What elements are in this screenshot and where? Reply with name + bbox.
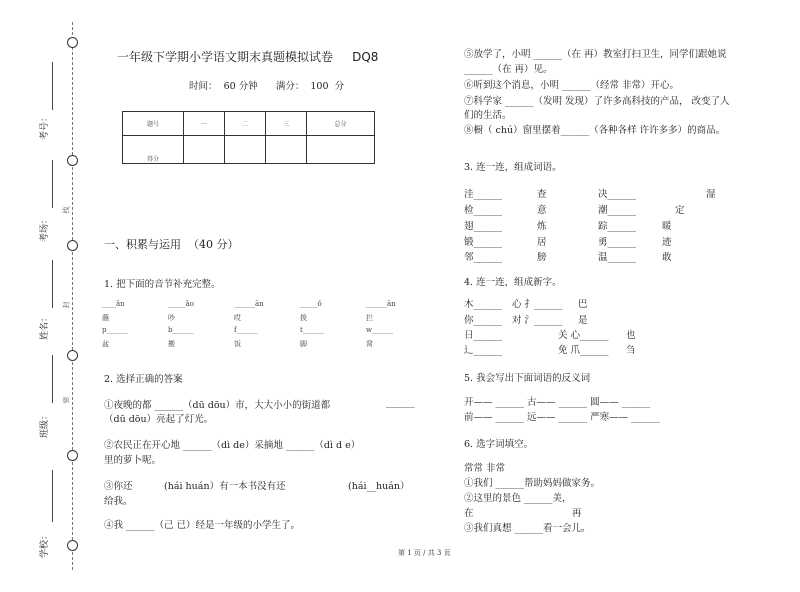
q2-line: ⑧橱（ chú）窗里摆着______（各种各样 许许多多）的商品。 [464, 125, 726, 136]
fill-line-name[interactable] [52, 260, 53, 308]
fill-line-school[interactable] [52, 470, 53, 522]
page-footer: 第 1 页 / 共 3 页 [398, 549, 451, 557]
antonym-line[interactable]: 前—— ______ 远—— ______ 严寒—— ______ [464, 412, 660, 423]
seal-char-line: 线 [62, 206, 71, 214]
q6-line: ①我们 ______帮助妈妈做家务。 [464, 478, 601, 489]
q2-line: ⑦科学家 ______（发明 发现）了许多高科技的产品， 改变了人 [464, 96, 730, 107]
q2-line: ②农民正在开心地 ______（dì de）采摘地 ______（dì d e） [104, 440, 361, 451]
hanzi: 蘸 [102, 314, 109, 322]
q4-title: 4. 连一连，组成新字。 [464, 277, 562, 288]
score-row-label: 得分 [123, 136, 184, 164]
q2-line: （dū dōu）亮起了灯光。 [104, 414, 214, 425]
syllable-blank[interactable]: t______ [300, 326, 324, 334]
q6-options: 常常 非常 [464, 463, 506, 474]
word-part[interactable]: 邻______ [464, 252, 503, 263]
char-part[interactable]: 你______ [464, 315, 503, 326]
exam-info: 时间： 60 分钟 满分： 100 分 [189, 81, 345, 92]
word-part[interactable]: 意 [537, 205, 547, 216]
exam-code: DQ8 [352, 50, 379, 64]
binding-hole [67, 37, 78, 48]
q6-options: 在 [464, 508, 474, 519]
char-part[interactable]: 日______ [464, 330, 503, 341]
q2-line: (hái huán）有一本书没有还 [164, 481, 286, 492]
word-part[interactable]: 湿 [706, 189, 716, 200]
hanzi: 拦 [366, 314, 373, 322]
fill-line-exam-room[interactable] [52, 160, 53, 208]
score-header-cell: 总分 [307, 112, 375, 136]
margin-label-exam-room: 考场： [40, 214, 51, 243]
margin-label-name: 姓名： [40, 312, 51, 341]
seal-char-secret: 密 [62, 396, 71, 404]
syllable-blank[interactable]: w______ [366, 326, 393, 334]
word-part[interactable]: 决______ [598, 189, 637, 200]
score-header-cell: 二 [225, 112, 266, 136]
word-part[interactable]: 暖 [662, 221, 672, 232]
syllable-blank[interactable]: f______ [234, 326, 258, 334]
syllable-blank[interactable]: _____ǎo [168, 300, 194, 308]
hanzi: 窝 [366, 340, 373, 348]
fill-line-class[interactable] [52, 355, 53, 403]
char-part[interactable]: 木______ [464, 299, 503, 310]
q2-line: ⑥听到这个消息，小明 ______（经常 非常）开心。 [464, 80, 680, 91]
hanzi: 吵 [168, 314, 175, 322]
syllable-blank[interactable]: _____ǒ [300, 300, 322, 308]
word-part[interactable]: 定 [675, 205, 685, 216]
syllable-blank[interactable]: ______ān [366, 300, 396, 308]
char-part[interactable]: 巴 [578, 299, 588, 310]
word-part[interactable]: 温______ [598, 252, 637, 263]
q2-line: 里的萝卜呢。 [104, 455, 162, 466]
q6-line: ②这里的景色 ______美， [464, 493, 572, 504]
q1-title: 1. 把下面的音节补充完整。 [104, 279, 221, 290]
char-part[interactable]: 辶______ [464, 345, 503, 356]
seal-char-seal: 封 [62, 301, 71, 309]
char-part[interactable]: 心 扌______ [512, 299, 563, 310]
q6-line: ③我们真想 ______看一会儿。 [464, 523, 591, 534]
word-part[interactable]: 炼 [537, 221, 547, 232]
answer-blank[interactable]: ______ [386, 397, 415, 408]
q6-title: 6. 选字词填空。 [464, 439, 534, 450]
score-table [122, 111, 375, 164]
score-cell[interactable] [266, 136, 307, 164]
hanzi: 饭 [234, 340, 241, 348]
score-header-cell: 三 [266, 112, 307, 136]
hanzi: 拨 [300, 314, 307, 322]
score-header-cell: 题号 [123, 112, 184, 136]
section-title: 一、积累与运用 （40 分） [104, 238, 239, 251]
q5-title: 5. 我会写出下面词语的反义词 [464, 373, 591, 384]
char-part[interactable]: 对 氵______ [512, 315, 563, 326]
char-part[interactable]: 是 [578, 315, 588, 326]
char-part[interactable]: 刍 [626, 345, 636, 356]
word-part[interactable]: 锻______ [464, 237, 503, 248]
binding-hole [67, 240, 78, 251]
hanzi: 搬 [168, 340, 175, 348]
antonym-line[interactable]: 开—— ______ 古—— ______ 圆—— ______ [464, 397, 651, 408]
binding-hole [67, 450, 78, 461]
word-part[interactable]: 膀 [537, 252, 547, 263]
word-part[interactable]: 潮______ [598, 205, 637, 216]
q2-line: ③你还 [104, 481, 133, 492]
score-cell[interactable] [225, 136, 266, 164]
score-header-cell: 一 [184, 112, 225, 136]
char-part[interactable]: 关 心______ [558, 330, 609, 341]
q2-line: 们的生活。 [464, 110, 512, 121]
hanzi: 脚 [300, 340, 307, 348]
binding-hole [67, 350, 78, 361]
score-cell[interactable] [307, 136, 375, 164]
binding-hole [67, 540, 78, 551]
word-part[interactable]: 洼______ [464, 189, 503, 200]
q6-options: 再 [572, 508, 582, 519]
q2-line: (hái__huán） [348, 481, 410, 492]
margin-label-class: 班级： [40, 410, 51, 439]
word-part[interactable]: 查 [537, 189, 547, 200]
word-part[interactable]: 踪______ [598, 221, 637, 232]
binding-line [72, 22, 73, 570]
word-part[interactable]: 迹 [662, 237, 672, 248]
syllable-blank[interactable]: b______ [168, 326, 194, 334]
q2-line: ⑤放学了，小明 ______（在 再）教室打扫卫生，同学们跟她说 [464, 49, 727, 60]
word-part[interactable]: 翅______ [464, 221, 503, 232]
q2-line: ④我 ______（己 已）经是一年级的小学生了。 [104, 520, 301, 531]
word-part[interactable]: 居 [537, 237, 547, 248]
score-cell[interactable] [184, 136, 225, 164]
q3-title: 3. 连一连，组成词语。 [464, 162, 562, 173]
margin-label-school: 学校： [40, 530, 51, 559]
word-part[interactable]: 勇______ [598, 237, 637, 248]
char-part[interactable]: 也 [626, 330, 636, 341]
q2-title: 2. 选择正确的答案 [104, 374, 183, 385]
margin-label-exam-no: 考号： [40, 112, 51, 141]
q2-line: 给我。 [104, 496, 133, 507]
page-title: 一年级下学期小学语文期末真题模拟试卷 DQ8 [117, 50, 379, 64]
syllable-blank[interactable]: p______ [102, 326, 128, 334]
hanzi: 盆 [102, 340, 109, 348]
syllable-blank[interactable]: ______ān [234, 300, 264, 308]
syllable-blank[interactable]: ____ǎn [102, 300, 125, 308]
hanzi: 哎 [234, 314, 241, 322]
q2-line: ______（在 再）见。 [464, 64, 553, 75]
char-part[interactable]: 免 爪______ [558, 345, 609, 356]
binding-hole [67, 155, 78, 166]
word-part[interactable]: 检______ [464, 205, 503, 216]
word-part[interactable]: 敢 [662, 252, 672, 263]
fill-line-exam-no[interactable] [52, 62, 53, 110]
q2-line: ①夜晚的都 ______（dū dōu）市，大大小小的街道都 [104, 400, 331, 411]
